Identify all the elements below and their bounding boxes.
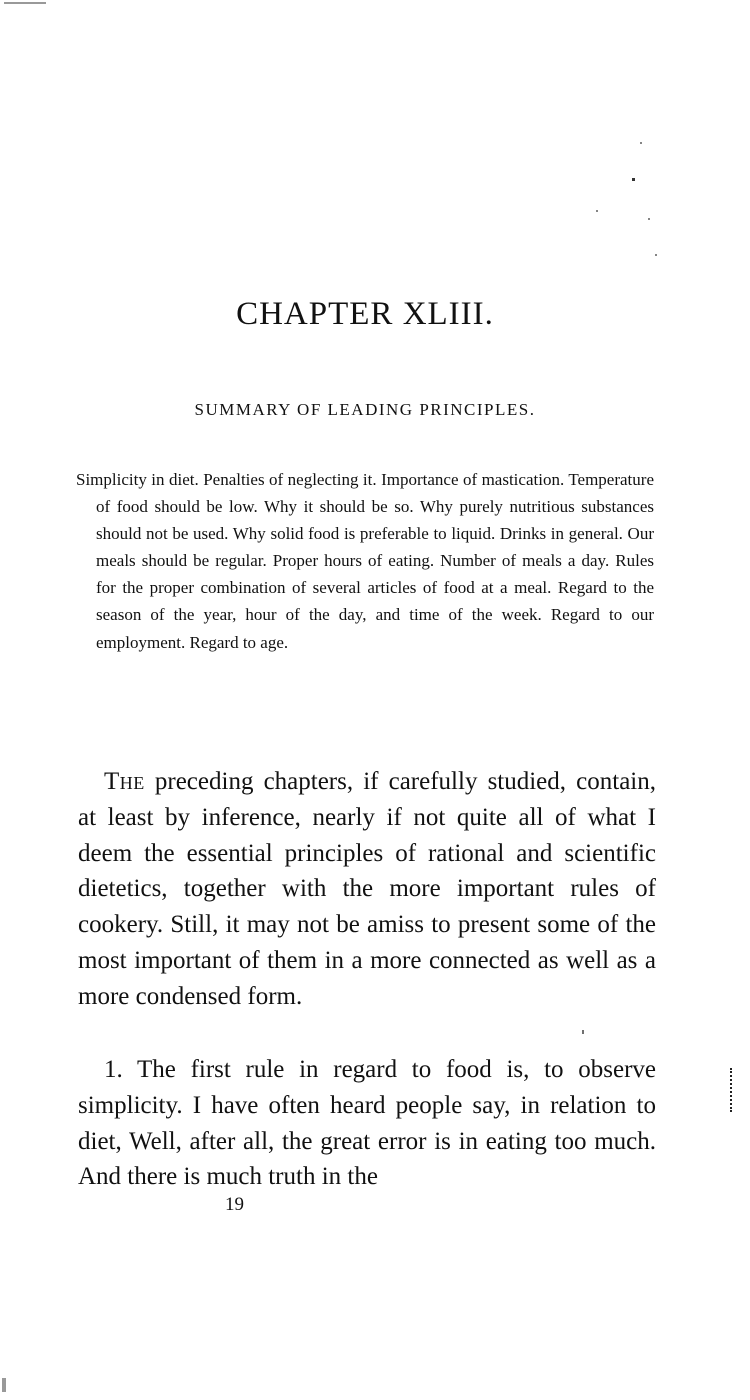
chapter-synopsis: Simplicity in diet. Penalties of neglecting it. Importance of mastication. Temperature of food should be low. Why it should be so. Why purely nutritious substances should not be used. Why solid food is preferable to liquid. Drinks in general. Our meals should be regular. Proper hours of eating. Number of meals a day. Rules for the proper combination of several articles of food at a meal. Regard to the season of the year, hour of the day, and time of the week. Regard to our employment. Regard to age. [76, 470, 654, 652]
scan-speck [582, 1030, 584, 1034]
paragraph-lead-word: The [104, 768, 145, 795]
section-title: SUMMARY OF LEADING PRINCIPLES. [194, 400, 536, 419]
scan-speck [2, 1378, 6, 1392]
chapter-title: CHAPTER XLIII. [236, 296, 494, 332]
scan-speck [655, 254, 657, 256]
body-paragraph-2: 1. The first rule in regard to food is, to observe simplicity. I have often heard people say, in relation to diet, Well, after all, the great error is in eating too much. And there is much truth in the [78, 1056, 656, 1191]
scan-speck [4, 2, 46, 4]
scan-speck [648, 218, 650, 220]
scan-speck [596, 210, 598, 212]
page-number: 19 [225, 1194, 244, 1215]
scan-speck [640, 142, 642, 144]
margin-dotted-mark [730, 1068, 736, 1112]
paragraph-1-text: preceding chapters, if carefully studied, contain, at least by inference, nearly if not quite all of what I deem the essential principles of rational and scientific dietetics, together with the more important rules of cookery. Still, it may not be amiss to present some of the most important of them in a more connected as well as a more condensed form. [78, 768, 656, 1010]
body-paragraph-1 [78, 764, 656, 1015]
scan-speck [632, 178, 635, 181]
